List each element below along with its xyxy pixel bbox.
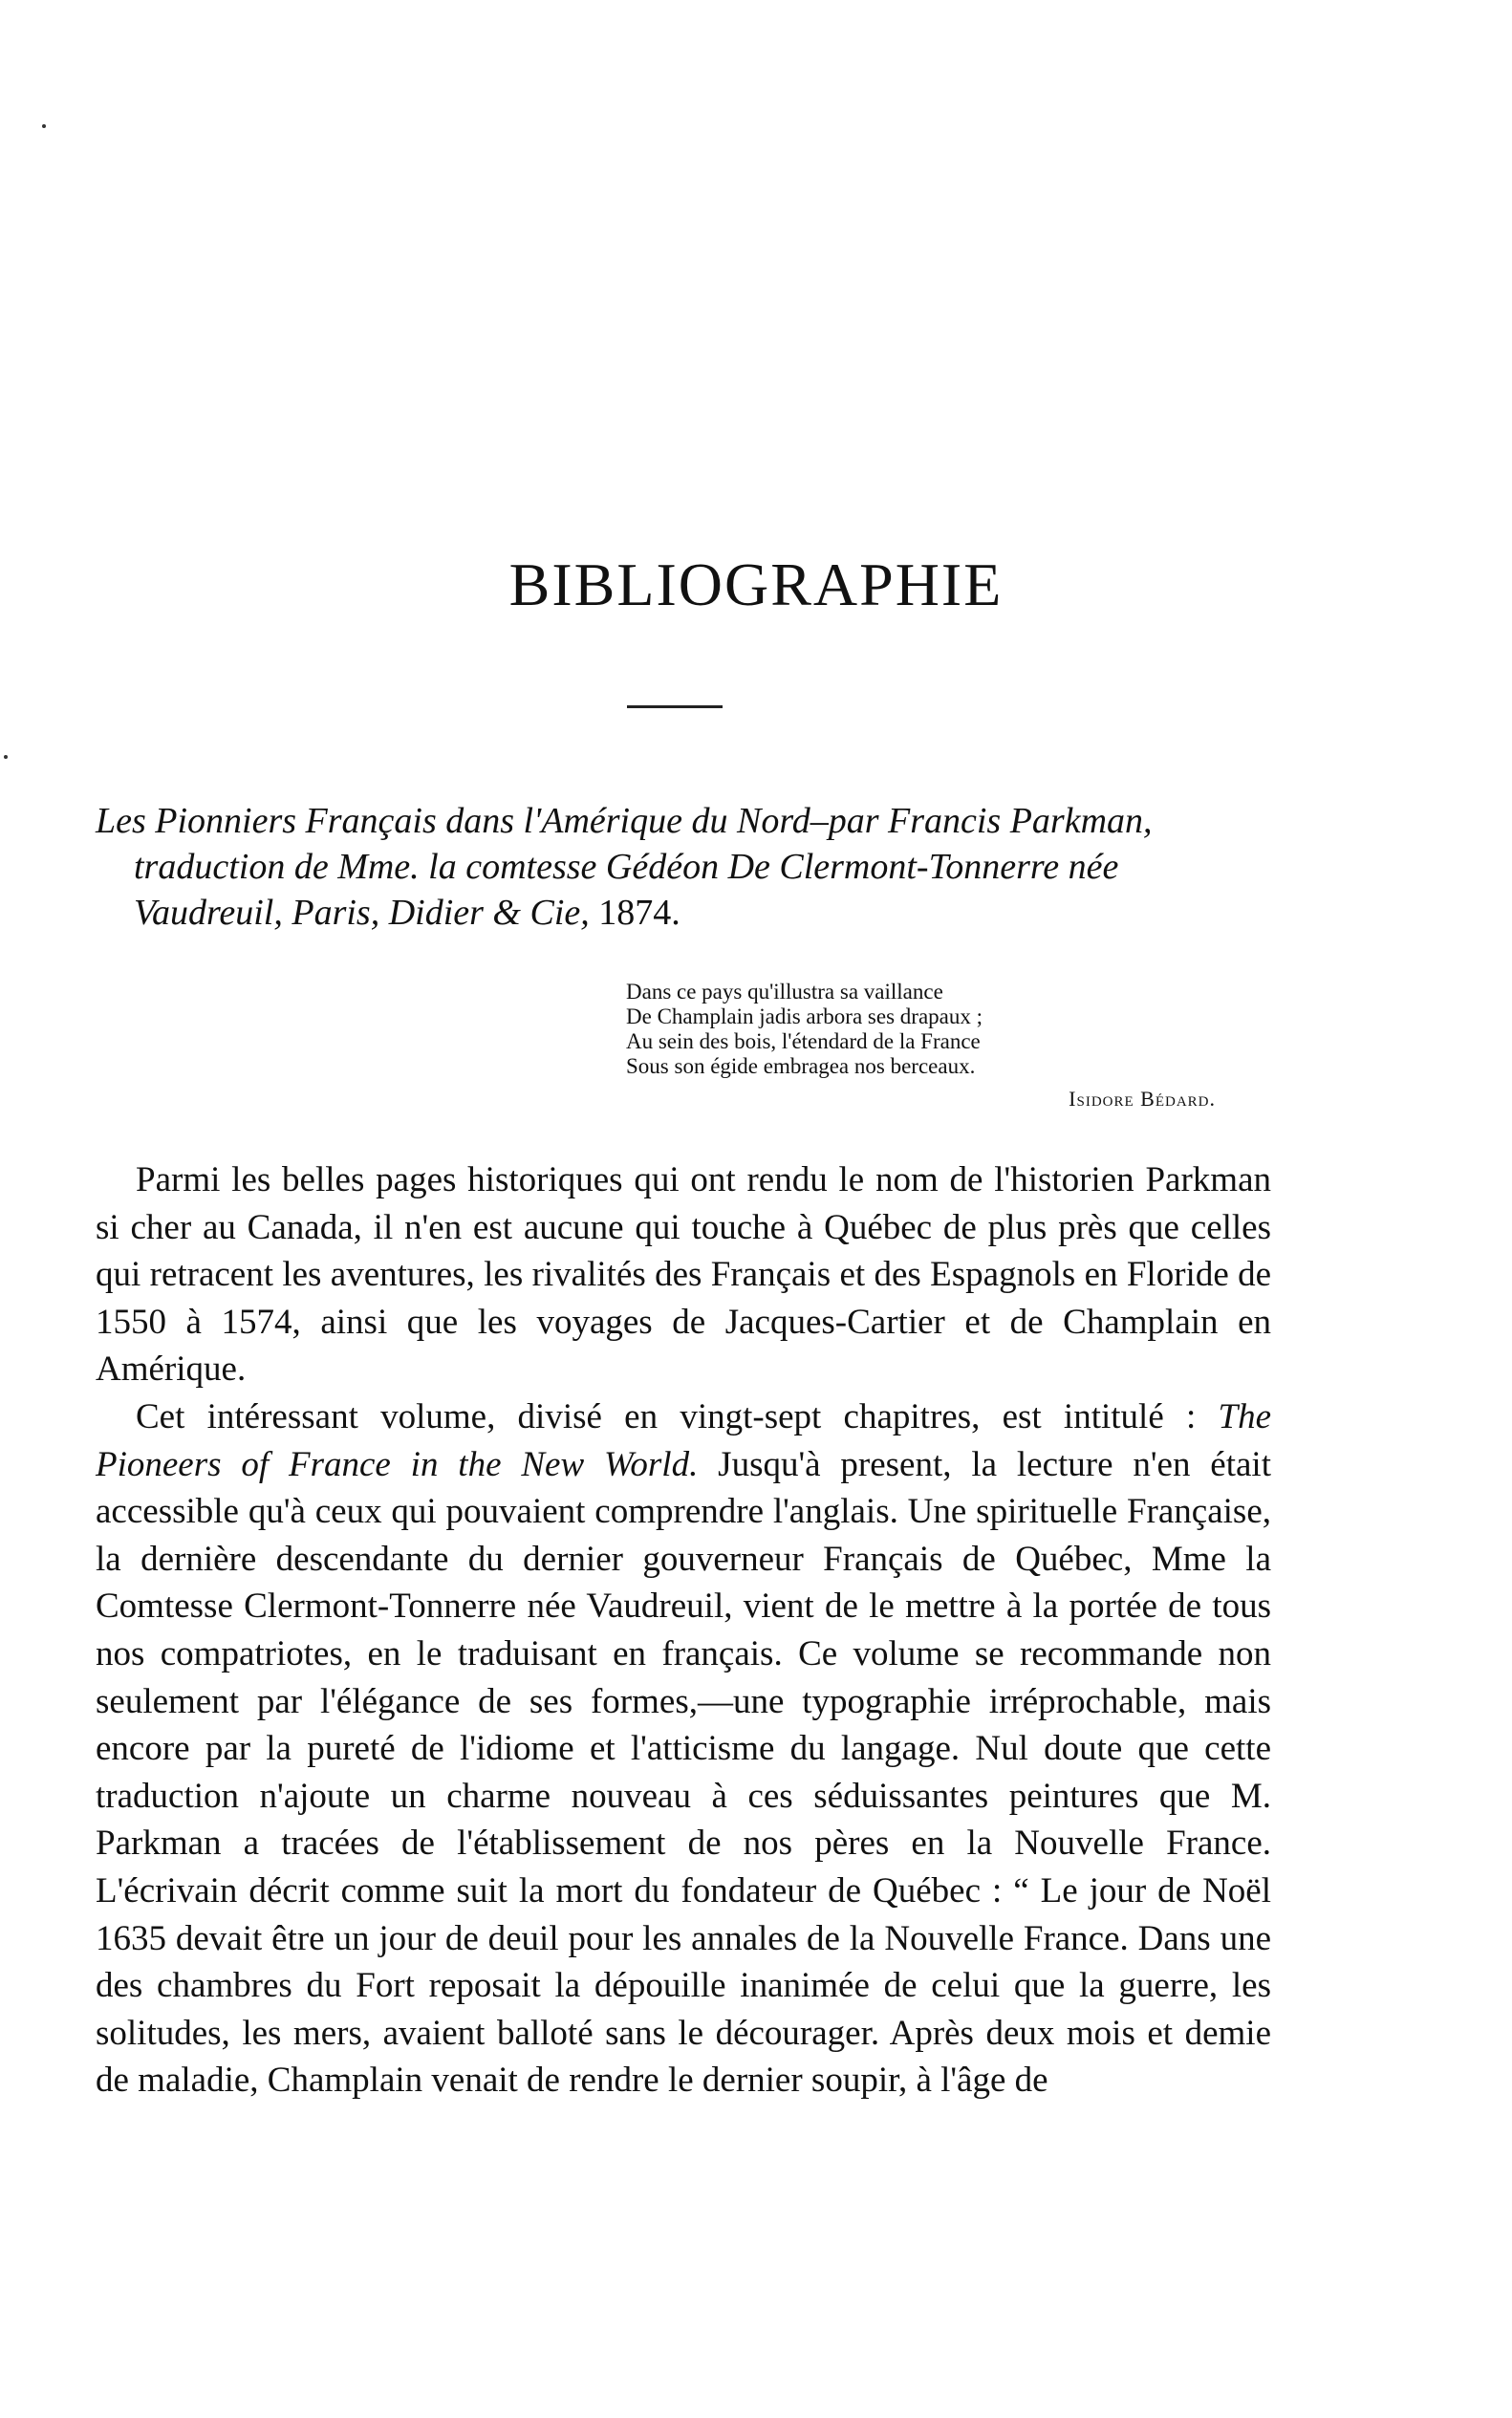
cited-book-title: The Pioneers of France in the New World. <box>96 1396 1272 1484</box>
title-divider <box>627 705 723 708</box>
paragraph <box>96 1393 1271 2105</box>
reference-publisher: Vaudreuil, Paris, Didier & Cie, <box>134 893 590 933</box>
epigraph <box>626 980 1219 1079</box>
reference-line <box>96 890 1281 936</box>
page-title: BIBLIOGRAPHIE <box>508 551 1004 618</box>
reference-year: 1874. <box>598 893 680 933</box>
epigraph-line: Sous son égide embragea nos berceaux. <box>626 1054 976 1078</box>
body-text <box>96 1156 1271 2105</box>
reference-line: Les Pionniers Français dans l'Amérique du Nord–par Francis Parkman, <box>96 801 1153 841</box>
epigraph-author: Isidore Bédard. <box>1069 1087 1216 1111</box>
epigraph-line: Au sein des bois, l'étendard de la France <box>626 1029 981 1053</box>
reference-line: traduction de Mme. la comtesse Gédéon De Clermont-Tonnerre née <box>134 847 1119 887</box>
epigraph-line: Dans ce pays qu'illustra sa vaillance <box>626 980 943 1004</box>
paragraph: Parmi les belles pages historiques qui ont rendu le nom de l'historien Parkman si cher au Canada, il n'en est aucune qui touche à Québec de plus près que celles qui retracent les aventures, les rivalités des Français et des Espagnols en Floride de 1550 à 1574, ainsi que les voyages de Jacques-Cartier et de Champlain en Amérique. <box>96 1160 1271 1390</box>
paragraph-text: Jusqu'à present, la lecture n'en était accessible qu'à ceux qui pouvaient comprendre l'anglais. Une spirituelle Française, la dernière descendante du dernier gouverneur Français de Québec, Mme la Comtesse Clermont-Tonnerre née Vaudreuil, vient de le mettre à la portée de tous nos compatriotes, en le traduisant en français. Ce volume se recommande non seulement par l'élégance de ses formes,—une typographie irréprochable, mais encore par la pureté de l'idiome et l'atticisme du langage. Nul doute que cette traduction n'ajoute un charme nouveau à ces séduissantes peintures que M. Parkman a tracées de l'établissement de nos pères en la Nouvelle France. L'écrivain décrit comme suit la mort du fondateur de Québec : “ Le jour de Noël 1635 devait être un jour de deuil pour les annales de la Nouvelle France. Dans une des chambres du Fort reposait la dépouille inanimée de celui que la guerre, les solitudes, les mers, avaient balloté sans le décourager. Après deux mois et demie de maladie, Champlain venait de rendre le dernier soupir, à l'âge de <box>96 1444 1271 2101</box>
epigraph-line: De Champlain jadis arbora ses drapaux ; <box>626 1004 983 1028</box>
margin-speck <box>42 124 46 128</box>
paragraph-text: Cet intéressant volume, divisé en vingt-sept chapitres, est intitulé : <box>136 1396 1197 1436</box>
bibliographic-reference <box>96 798 1281 936</box>
margin-speck <box>4 755 8 759</box>
